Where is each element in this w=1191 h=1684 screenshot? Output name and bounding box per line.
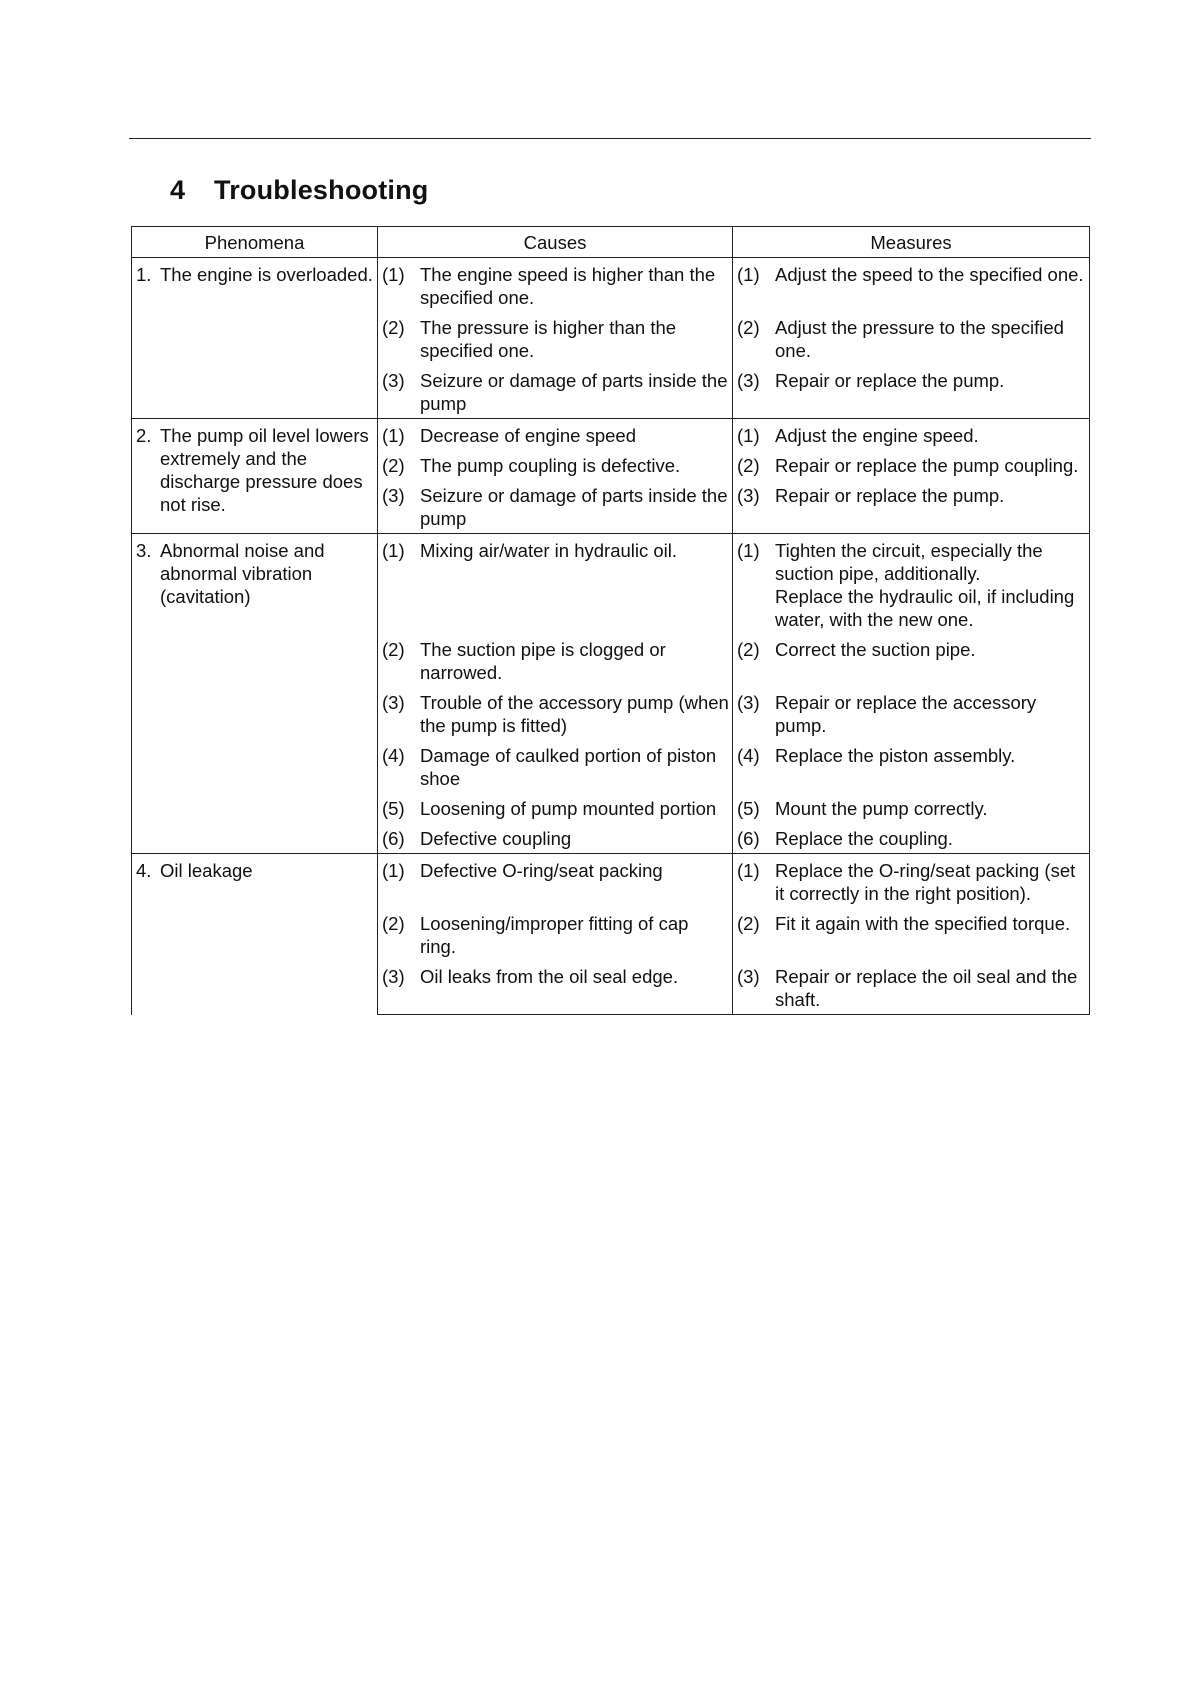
header-measures: Measures <box>733 227 1090 258</box>
cause-cell <box>378 454 733 484</box>
cause-number: (3) <box>382 370 405 391</box>
measure-text: Repair or replace the pump coupling. <box>775 455 1079 476</box>
header-causes: Causes <box>378 227 733 258</box>
measure-number: (2) <box>737 455 760 476</box>
cause-text: Trouble of the accessory pump (when the pump is fitted) <box>420 692 729 736</box>
measure-number: (1) <box>737 264 760 285</box>
phenomenon-group-1 <box>132 258 1090 419</box>
cause-text: Oil leaks from the oil seal edge. <box>420 966 679 987</box>
table-row <box>132 534 1090 639</box>
measure-number: (5) <box>737 798 760 819</box>
measure-text: Fit it again with the specified torque. <box>775 913 1071 934</box>
measure-text: Replace the O-ring/seat packing (set it correctly in the right position). <box>775 860 1076 904</box>
phenomenon-text: The pump oil level lowers extremely and the discharge pressure does not rise. <box>160 425 369 515</box>
measure-number: (3) <box>737 485 760 506</box>
phenomenon-text: Abnormal noise and abnormal vibration (cavitation) <box>160 540 325 607</box>
measure-cell <box>733 534 1090 639</box>
cause-cell <box>378 258 733 317</box>
measure-cell <box>733 827 1090 854</box>
cause-number: (2) <box>382 913 405 934</box>
cause-number: (1) <box>382 860 405 881</box>
section-heading <box>170 175 428 206</box>
measure-cell <box>733 691 1090 744</box>
phenomenon-group-2 <box>132 419 1090 534</box>
cause-cell <box>378 534 733 639</box>
table-header-row <box>132 227 1090 258</box>
phenomenon-cell <box>132 419 378 534</box>
measure-cell <box>733 316 1090 369</box>
measure-text: Repair or replace the pump. <box>775 370 1005 391</box>
measure-text: Adjust the engine speed. <box>775 425 979 446</box>
cause-text: The suction pipe is clogged or narrowed. <box>420 639 666 683</box>
cause-text: The engine speed is higher than the specified one. <box>420 264 716 308</box>
measure-text: Repair or replace the pump. <box>775 485 1005 506</box>
cause-text: Defective coupling <box>420 828 572 849</box>
measure-line: Tighten the circuit, especially the suction pipe, additionally. <box>775 540 1043 584</box>
phenomenon-number: 3. <box>136 540 152 561</box>
cause-cell <box>378 638 733 691</box>
measure-cell <box>733 258 1090 317</box>
cause-number: (5) <box>382 798 405 819</box>
cause-text: The pressure is higher than the specified one. <box>420 317 677 361</box>
measure-cell <box>733 419 1090 455</box>
phenomenon-cell <box>132 534 378 854</box>
cause-cell <box>378 369 733 419</box>
cause-cell <box>378 827 733 854</box>
phenomenon-number: 4. <box>136 860 152 881</box>
measure-cell <box>733 454 1090 484</box>
cause-cell <box>378 419 733 455</box>
measure-cell <box>733 744 1090 797</box>
cause-text: Seizure or damage of parts inside the pump <box>420 485 728 529</box>
measure-line-extra: Replace the hydraulic oil, if including water, with the new one. <box>775 586 1075 630</box>
measure-text: Adjust the pressure to the specified one. <box>775 317 1064 361</box>
phenomenon-group-3 <box>132 534 1090 854</box>
measure-text <box>775 539 1086 631</box>
measure-cell <box>733 797 1090 827</box>
measure-cell <box>733 369 1090 419</box>
measure-text: Replace the coupling. <box>775 828 953 849</box>
measure-number: (3) <box>737 966 760 987</box>
phenomenon-number: 1. <box>136 264 152 285</box>
measure-number: (3) <box>737 370 760 391</box>
measure-number: (6) <box>737 828 760 849</box>
measure-cell <box>733 484 1090 534</box>
cause-cell <box>378 316 733 369</box>
measure-number: (1) <box>737 860 760 881</box>
cause-cell <box>378 484 733 534</box>
cause-number: (1) <box>382 264 405 285</box>
measure-number: (1) <box>737 425 760 446</box>
measure-text: Mount the pump correctly. <box>775 798 988 819</box>
measure-text: Adjust the speed to the specified one. <box>775 264 1084 285</box>
measure-text: Repair or replace the oil seal and the shaft. <box>775 966 1078 1010</box>
cause-number: (2) <box>382 455 405 476</box>
measure-number: (2) <box>737 639 760 660</box>
table-row <box>132 258 1090 317</box>
measure-number: (3) <box>737 692 760 713</box>
cause-text: Seizure or damage of parts inside the pump <box>420 370 728 414</box>
cause-text: Decrease of engine speed <box>420 425 636 446</box>
cause-number: (3) <box>382 966 405 987</box>
cause-cell <box>378 744 733 797</box>
table-row <box>132 419 1090 455</box>
phenomenon-number: 2. <box>136 425 152 446</box>
section-title: Troubleshooting <box>214 175 429 205</box>
cause-cell <box>378 912 733 965</box>
measure-text: Repair or replace the accessory pump. <box>775 692 1037 736</box>
section-number: 4 <box>170 175 186 205</box>
phenomenon-text: Oil leakage <box>160 860 253 881</box>
troubleshooting-table <box>131 226 1090 1015</box>
cause-number: (3) <box>382 692 405 713</box>
cause-number: (2) <box>382 317 405 338</box>
measure-number: (4) <box>737 745 760 766</box>
measure-cell <box>733 912 1090 965</box>
cause-cell <box>378 854 733 913</box>
phenomenon-cell <box>132 258 378 419</box>
cause-text: The pump coupling is defective. <box>420 455 681 476</box>
phenomenon-group-4 <box>132 854 1090 1015</box>
cause-text: Loosening/improper fitting of cap ring. <box>420 913 689 957</box>
measure-text: Replace the piston assembly. <box>775 745 1016 766</box>
cause-number: (6) <box>382 828 405 849</box>
measure-number: (2) <box>737 317 760 338</box>
measure-cell <box>733 965 1090 1015</box>
cause-number: (1) <box>382 425 405 446</box>
cause-number: (4) <box>382 745 405 766</box>
phenomenon-text: The engine is overloaded. <box>160 264 373 285</box>
cause-number: (3) <box>382 485 405 506</box>
measure-number: (1) <box>737 540 760 561</box>
measure-cell <box>733 854 1090 913</box>
cause-cell <box>378 797 733 827</box>
cause-number: (2) <box>382 639 405 660</box>
measure-number: (2) <box>737 913 760 934</box>
cause-cell <box>378 965 733 1015</box>
cause-number: (1) <box>382 540 405 561</box>
header-rule <box>129 138 1091 139</box>
table-row <box>132 854 1090 913</box>
cause-text: Damage of caulked portion of piston shoe <box>420 745 717 789</box>
phenomenon-cell <box>132 854 378 1015</box>
header-phenomena: Phenomena <box>132 227 378 258</box>
measure-text: Correct the suction pipe. <box>775 639 976 660</box>
cause-text: Loosening of pump mounted portion <box>420 798 717 819</box>
measure-cell <box>733 638 1090 691</box>
cause-cell <box>378 691 733 744</box>
troubleshooting-table-wrapper <box>131 226 1089 1015</box>
cause-text: Defective O-ring/seat packing <box>420 860 663 881</box>
cause-text: Mixing air/water in hydraulic oil. <box>420 540 678 561</box>
